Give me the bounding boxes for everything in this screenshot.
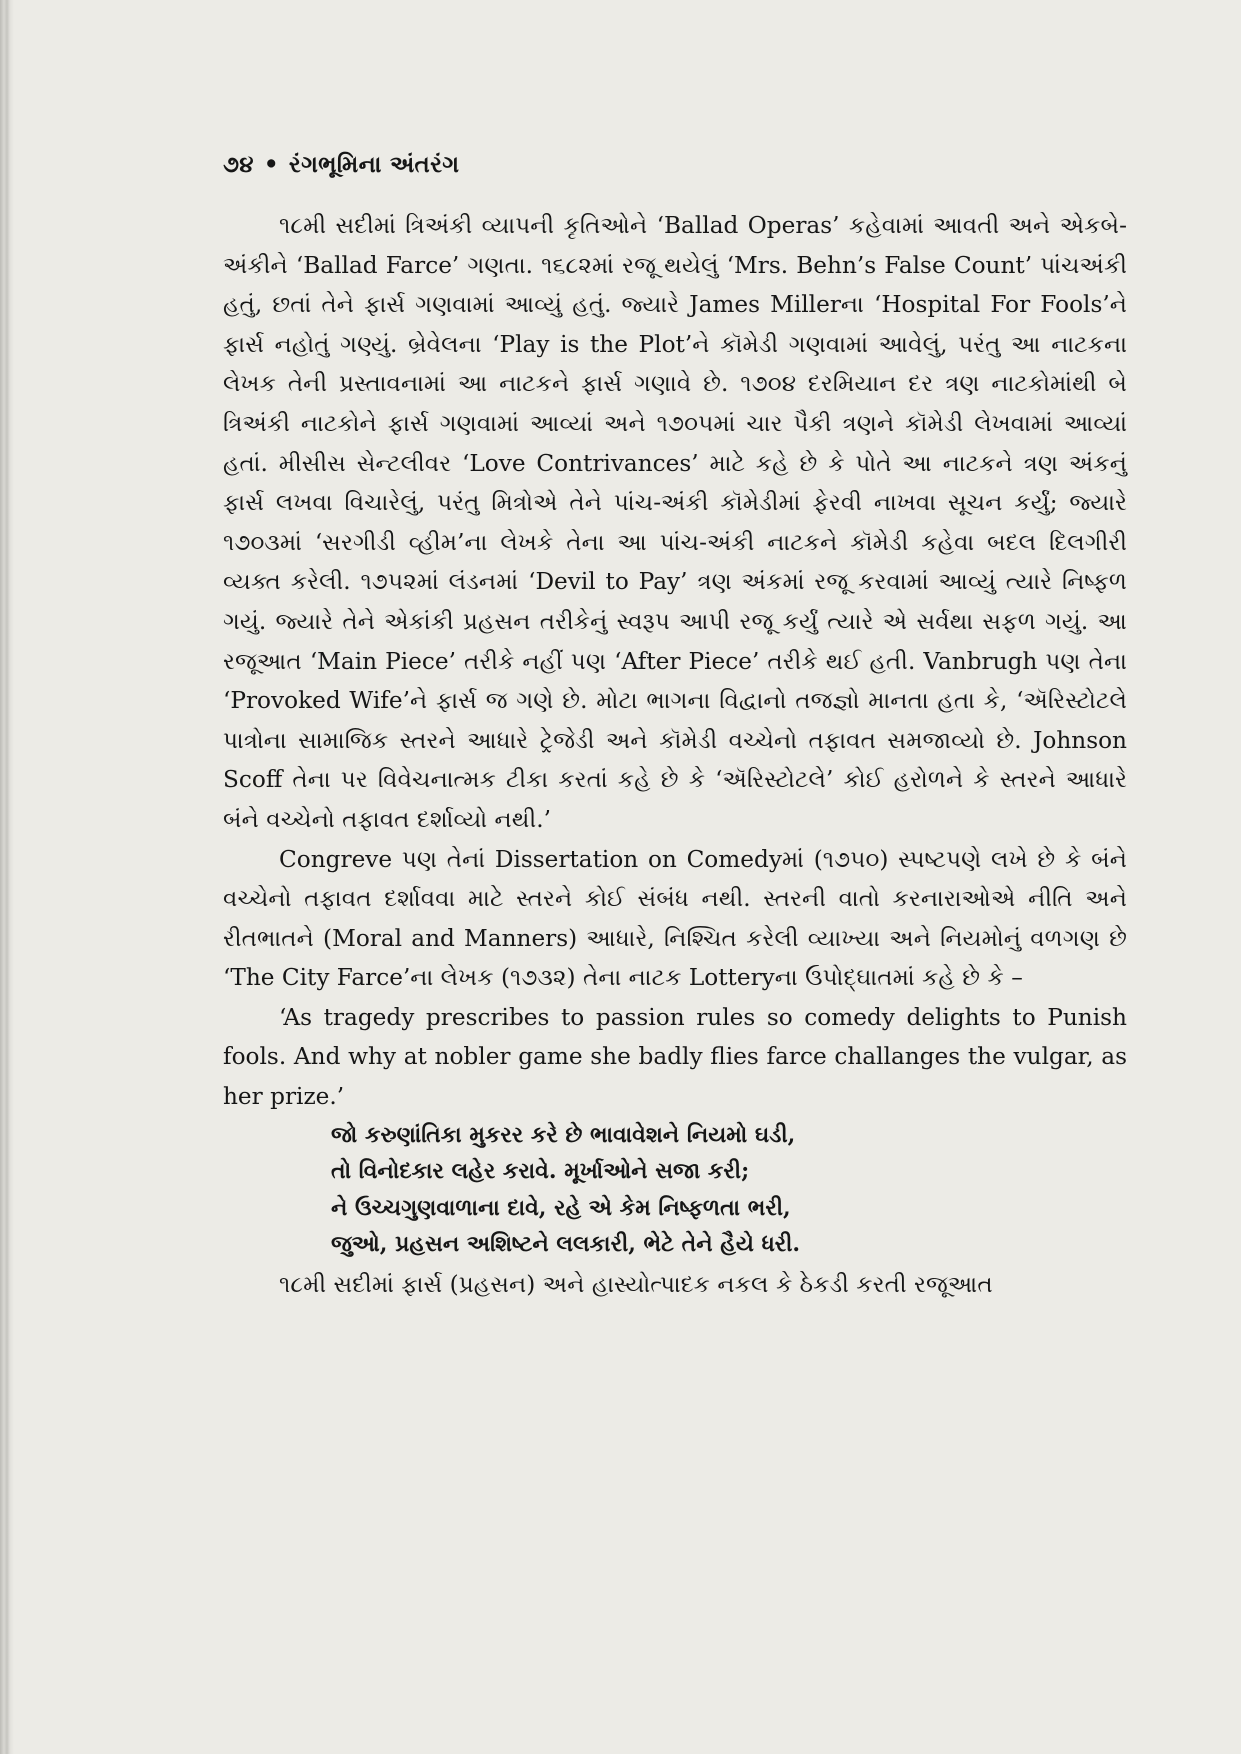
book-title: રંગભૂમિના અંતરંગ (288, 151, 460, 178)
running-header (223, 150, 1127, 180)
paragraph-ballad-farce: ૧૮મી સદીમાં ત્રિઅંકી વ્યાપની કૃતિઓને ‘Ballad Operas’ કહેવામાં આવતી અને એકબે-અંકીને ‘Ballad Farce’ ગણતા. ૧૬૮૨માં રજૂ થયેલું ‘Mrs. Behn’s False Count’ પાંચઅંકી હતું, છતાં તેને ફાર્સ ગણવામાં આવ્યું હતું. જ્યારે James Millerના ‘Hospital For Fools’ને ફાર્સ નહોતું ગણ્યું. બ્રેવેલના ‘Play is the Plot’ને કૉમેડી ગણવામાં આવેલું, પરંતુ આ નાટકના લેખક તેની પ્રસ્તાવનામાં આ નાટકને ફાર્સ ગણાવે છે. ૧૭૦૪ દરમિયાન દર ત્રણ નાટકોમાંથી બે ત્રિઅંકી નાટકોને ફાર્સ ગણવામાં આવ્યાં અને ૧૭૦૫માં ચાર પૈકી ત્રણને કૉમેડી લેખવામાં આવ્યાં હતાં. મીસીસ સેન્ટલીવર ‘Love Contrivances’ માટે કહે છે કે પોતે આ નાટકને ત્રણ અંકનું ફાર્સ લખવા વિચારેલું, પરંતુ મિત્રોએ તેને પાંચ-અંકી કૉમેડીમાં ફેરવી નાખવા સૂચન કર્યું; જ્યારે ૧૭૦૩માં ‘સરગીડી વ્હીમ’ના લેખકે તેના આ પાંચ-અંકી નાટકને કૉમેડી કહેવા બદલ દિલગીરી વ્યક્ત કરેલી. ૧૭૫૨માં લંડનમાં ‘Devil to Pay’ ત્રણ અંકમાં રજૂ કરવામાં આવ્યું ત્યારે નિષ્ફળ ગયું. જ્યારે તેને એકાંકી પ્રહસન તરીકેનું સ્વરૂપ આપી રજૂ કર્યું ત્યારે એ સર્વથા સફળ ગયું. આ રજૂઆત ‘Main Piece’ તરીકે નહીં પણ ‘After Piece’ તરીકે થઈ હતી. Vanbrugh પણ તેના ‘Provoked Wife’ને ફાર્સ જ ગણે છે. મોટા ભાગના વિદ્વાનો તજજ્ઞો માનતા હતા કે, ‘ઍરિસ્ટોટલે પાત્રોના સામાજિક સ્તરને આધારે ટ્રેજેડી અને કૉમેડી વચ્ચેનો તફાવત સમજાવ્યો છે. Johnson Scoff તેના પર વિવેચનાત્મક ટીકા કરતાં કહે છે કે ‘ઍરિસ્ટોટલે’ કોઈ હરોળને કે સ્તરને આધારે બંને વચ્ચેનો તફાવત દર્શાવ્યો નથી.’ (223, 212, 1127, 833)
page-number: ૭૪ (223, 151, 254, 178)
english-quotation: ‘As tragedy prescribes to passion rules so comedy delights to Punish fools. And why at nobler game she badly flies farce challanges the vulgar, as her prize.’ (223, 1003, 1127, 1111)
paragraph-congreve: Congreve પણ તેનાં Dissertation on Comedyમાં (૧૭૫૦) સ્પષ્ટપણે લખે છે કે બંને વચ્ચેનો તફાવત દર્શાવવા માટે સ્તરને કોઈ સંબંધ નથી. સ્તરની વાતો કરનારાઓએ નીતિ અને રીતભાતને (Moral and Manners) આધારે, નિશ્ચિત કરેલી વ્યાખ્યા અને નિયમોનું વળગણ છે ‘The City Farce’ના લેખક (૧૭૩૨) તેના નાટક Lotteryના ઉપોદ્ઘાતમાં કહે છે કે – (223, 845, 1127, 992)
verse-line: ને ઉચ્ચગુણવાળાના દાવે, રહે એ કેમ નિષ્ફળતા ભરી, (331, 1194, 791, 1221)
verse-line: જુઓ, પ્રહસન અશિષ્ટને લલકારી, ભેટે તેને હૈયે ધરી. (331, 1231, 801, 1258)
verse-line: જો કરુણાંતિકા મુકરર કરે છે ભાવાવેશને નિયમો ઘડી, (331, 1121, 796, 1148)
book-page-edge (0, 0, 14, 1754)
document-page (223, 150, 1127, 1740)
verse-line: તો વિનોદકાર લહેર કરાવે. મૂર્ખાઓને સજા કરી; (331, 1158, 750, 1185)
gujarati-verse (331, 1117, 1127, 1263)
closing-line: ૧૮મી સદીમાં ફાર્સ (પ્રહસન) અને હાસ્યોત્પાદક નકલ કે ઠેકડી કરતી રજૂઆત (279, 1270, 993, 1298)
header-separator: • (263, 151, 279, 178)
